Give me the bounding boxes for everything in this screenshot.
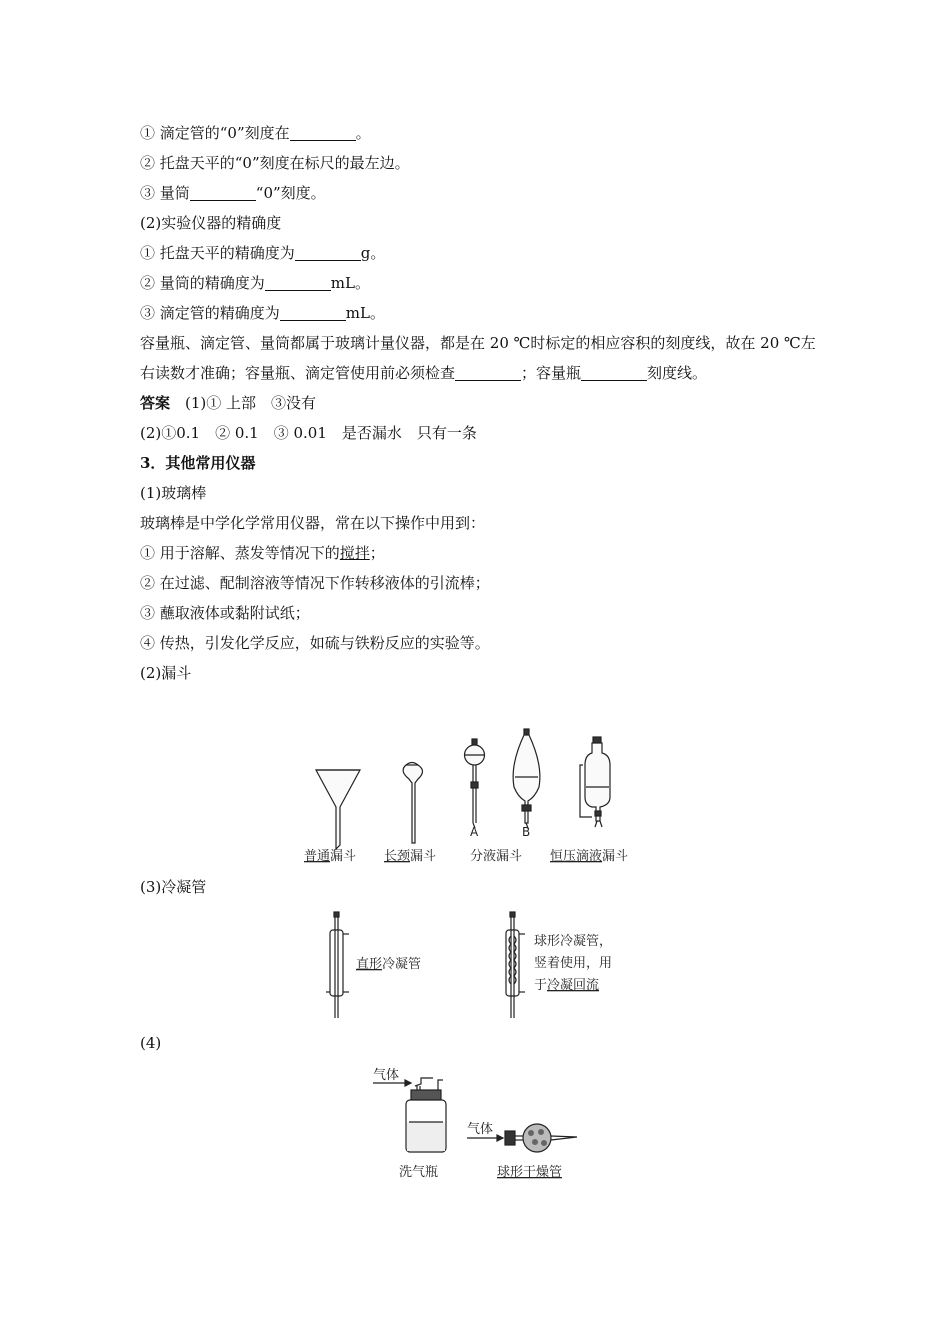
keyword: 搅拌 — [339, 544, 370, 562]
text-line: ② 托盘天平的“0”刻度在标尺的最左边。 — [140, 154, 410, 172]
document-body — [140, 118, 820, 688]
ordinary-funnel-icon — [316, 770, 360, 849]
answer-blank — [290, 125, 356, 141]
separatory-funnel-b-icon — [513, 729, 540, 828]
text-line — [140, 238, 820, 268]
text-line — [140, 178, 820, 208]
question-text: ① 滴定管的“0”刻度在 — [140, 124, 290, 142]
answer-blank — [295, 245, 361, 261]
text-line — [140, 118, 820, 148]
gas-inlet-label: 气体 — [467, 1122, 494, 1137]
question-text: ① 托盘天平的精确度为 — [140, 244, 295, 262]
paragraph-text: 容量瓶、滴定管、量筒都属于玻璃计量仪器，都是在 20 ℃时标定的相应容积的刻度线，故在 20 ℃左右读数才准确；容量瓶、滴定管使用前必须检查 — [140, 334, 816, 382]
caption-bulb-condenser-line: 球形冷凝管， — [534, 934, 613, 949]
straight-condenser-icon — [326, 912, 349, 1018]
caption-keyword: 普通 — [304, 849, 331, 864]
caption-keyword: 长颈 — [384, 849, 411, 864]
unit-text: mL。 — [345, 304, 385, 322]
answer-blank — [455, 365, 521, 381]
caption-bulb-condenser-line — [534, 977, 599, 993]
caption-bulb-condenser-line: 竖着使用，用 — [534, 956, 613, 971]
caption-straight-condenser — [356, 956, 421, 972]
unit-text: g。 — [360, 244, 386, 262]
list-text: ； — [369, 544, 385, 562]
question-text: 。 — [355, 124, 371, 142]
funnel-figure — [300, 725, 660, 870]
text-line: ② 在过滤、配制溶液等情况下作转移液体的引流棒； — [140, 574, 490, 592]
caption-text: 漏斗 — [602, 849, 629, 864]
text-line: 玻璃棒是中学化学常用仪器，常在以下操作中用到： — [140, 514, 486, 532]
question-text: ③ 量筒 — [140, 184, 190, 202]
caption-text: 冷凝管 — [382, 957, 422, 972]
answer-blank — [190, 185, 256, 201]
text-line: ④ 传热，引发化学反应，如硫与铁粉反应的实验等。 — [140, 634, 490, 652]
paragraph-text: 刻度线。 — [647, 364, 708, 382]
subsection-title: (2)漏斗 — [140, 664, 192, 682]
caption-keyword: 直形 — [356, 957, 383, 972]
paragraph — [140, 328, 820, 388]
answer-blank — [265, 275, 331, 291]
text-line — [140, 538, 820, 568]
label-a: A — [470, 825, 479, 839]
paragraph-text: ；容量瓶 — [521, 364, 582, 382]
answer-blank — [280, 305, 346, 321]
gas-inlet-label: 气体 — [373, 1068, 400, 1083]
answer-line — [140, 388, 820, 418]
caption-text: 漏斗 — [330, 849, 357, 864]
answer-line: (2)①0.1 ② 0.1 ③ 0.01 是否漏水 只有一条 — [140, 424, 477, 442]
caption-text: 漏斗 — [410, 849, 437, 864]
label-b: B — [522, 825, 531, 839]
text-line — [140, 268, 820, 298]
subsection-title: (3)冷凝管 — [140, 878, 207, 896]
caption-separatory-funnel — [470, 848, 522, 864]
answer-text: (1)① 上部 ③没有 — [185, 394, 317, 412]
separatory-funnel-a-icon — [465, 739, 485, 828]
unit-text: mL。 — [330, 274, 370, 292]
bulb-condenser-icon — [506, 912, 525, 1018]
subsection-title: (4) — [140, 1034, 162, 1052]
question-text: ② 量筒的精确度为 — [140, 274, 265, 292]
section-heading: 3．其他常用仪器 — [140, 454, 256, 472]
answer-label: 答案 — [140, 394, 171, 412]
caption-long-neck-funnel — [384, 848, 436, 864]
caption-dropping-funnel — [550, 848, 628, 864]
condenser-figure — [320, 908, 640, 1023]
caption-wash-bottle: 洗气瓶 — [399, 1165, 439, 1180]
question-text: “0”刻度。 — [255, 184, 326, 202]
text-line — [140, 298, 820, 328]
text-line: ③ 蘸取液体或黏附试纸； — [140, 604, 310, 622]
question-text: ③ 滴定管的精确度为 — [140, 304, 280, 322]
answer-blank — [581, 365, 647, 381]
caption-drying-tube: 球形干燥管 — [497, 1165, 563, 1180]
pressure-equalizing-funnel-icon — [580, 737, 610, 827]
caption-text: 于 — [534, 978, 548, 993]
wash-bottle-icon — [373, 1078, 446, 1152]
subsection-title: (2)实验仪器的精确度 — [140, 214, 282, 232]
caption-keyword: 恒压滴液 — [550, 849, 603, 864]
caption-text: 漏斗 — [496, 849, 523, 864]
caption-keyword: 冷凝回流 — [547, 978, 600, 993]
caption-text: 分液 — [470, 849, 497, 864]
caption-ordinary-funnel — [304, 848, 356, 864]
gas-apparatus-figure — [365, 1060, 590, 1185]
list-text: ① 用于溶解、蒸发等情况下的 — [140, 544, 340, 562]
subsection-title: (1)玻璃棒 — [140, 484, 207, 502]
long-neck-funnel-icon — [403, 763, 422, 844]
